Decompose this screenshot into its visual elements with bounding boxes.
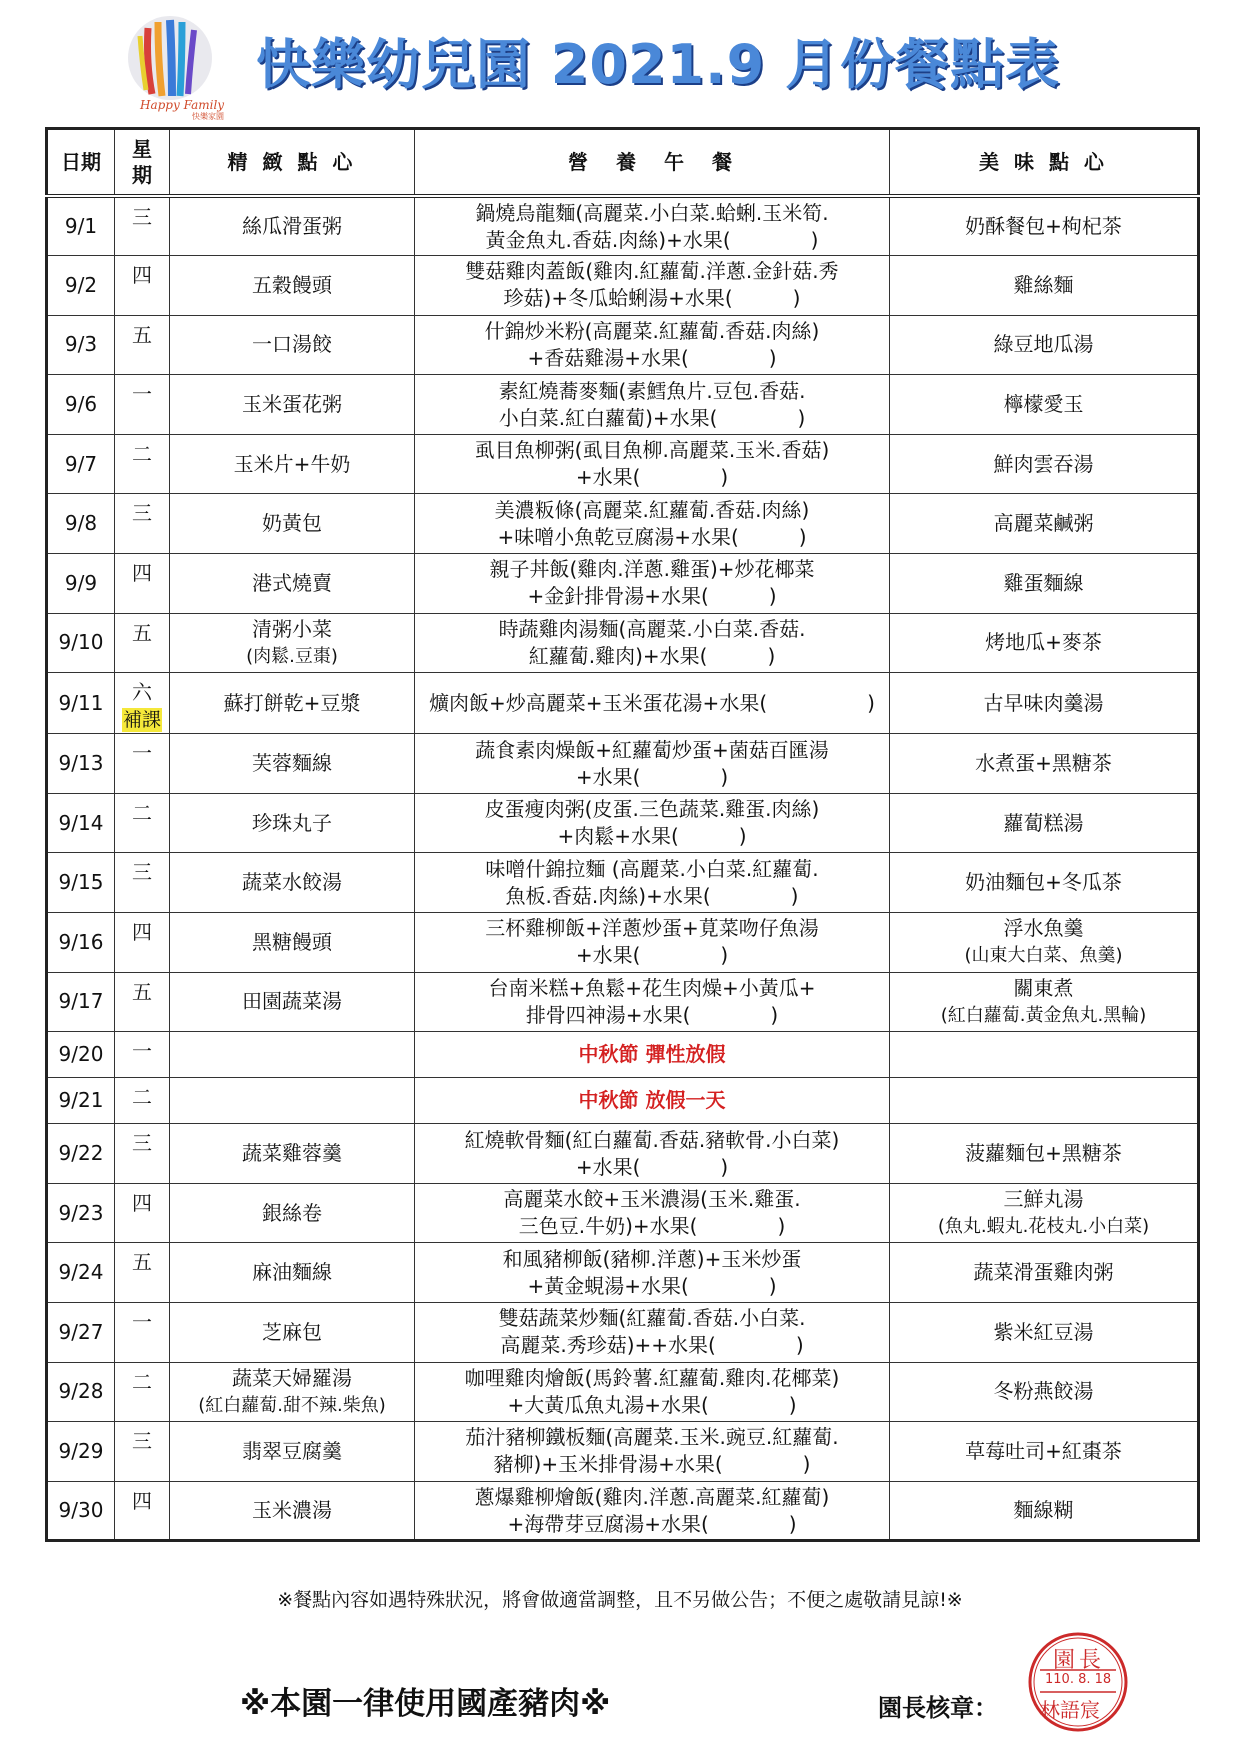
lunch-line-1: 皮蛋瘦肉粥(皮蛋.三色蔬菜.雞蛋.肉絲)	[484, 797, 820, 822]
weekday-cell	[115, 734, 170, 794]
date-cell: 9/2	[47, 256, 115, 316]
weekday-label: 二	[132, 1085, 152, 1110]
stamp-name: 林語宸	[1040, 1698, 1100, 1722]
lunch-line-1: 紅燒軟骨麵(紅白蘿蔔.香菇.豬軟骨.小白菜)	[464, 1127, 840, 1152]
lunch-line-1: 鍋燒烏龍麵(高麗菜.小白菜.蛤蜊.玉米筍.	[475, 200, 829, 225]
morning-snack-text: 五穀饅頭	[252, 272, 332, 297]
afternoon-snack-cell	[890, 1078, 1199, 1124]
afternoon-snack-detail: (山東大白菜、魚羹)	[964, 945, 1123, 967]
weekday-label: 四	[132, 263, 152, 288]
afternoon-snack-cell	[890, 1303, 1199, 1363]
morning-snack-cell	[170, 375, 415, 435]
weekday-label: 三	[132, 860, 152, 885]
afternoon-snack-text: 三鮮丸湯	[1003, 1187, 1084, 1212]
table-header-row	[47, 129, 1199, 197]
morning-snack-text: 絲瓜滑蛋粥	[242, 214, 342, 239]
date-cell: 9/3	[47, 315, 115, 375]
lunch-cell	[415, 494, 890, 554]
date-cell: 9/27	[47, 1303, 115, 1363]
lunch-cell	[415, 256, 890, 316]
afternoon-snack-cell	[890, 1124, 1199, 1184]
weekday-label: 二	[132, 800, 152, 825]
weekday-cell	[115, 554, 170, 614]
afternoon-snack-cell	[890, 1362, 1199, 1422]
afternoon-snack-text: 冬粉燕餃湯	[993, 1379, 1094, 1404]
afternoon-snack-text: 蘿蔔糕湯	[1003, 810, 1084, 835]
date-cell: 9/1	[47, 196, 115, 256]
lunch-cell	[415, 315, 890, 375]
table-row	[47, 1032, 1199, 1078]
morning-snack-text: 蔬菜雞蓉羹	[242, 1141, 342, 1166]
weekday-label: 六	[132, 680, 152, 705]
table-row	[47, 793, 1199, 853]
lunch-line-2: +水果( )	[575, 943, 729, 968]
lunch-line-2: 珍菇)+冬瓜蛤蜊湯+水果( )	[503, 286, 801, 311]
lunch-cell	[415, 613, 890, 673]
morning-snack-text: 奶黃包	[262, 511, 322, 536]
afternoon-snack-text: 烤地瓜+麥茶	[985, 630, 1102, 655]
morning-snack-cell	[170, 1422, 415, 1482]
date-cell: 9/10	[47, 613, 115, 673]
table-row	[47, 1303, 1199, 1363]
lunch-line-2: 豬柳)+玉米排骨湯+水果( )	[493, 1452, 811, 1477]
morning-snack-cell	[170, 972, 415, 1032]
weekday-label: 一	[132, 1039, 152, 1064]
date-cell: 9/29	[47, 1422, 115, 1482]
afternoon-snack-text: 鮮肉雲吞湯	[993, 451, 1094, 476]
lunch-line-1: 茄汁豬柳鐵板麵(高麗菜.玉米.豌豆.紅蘿蔔.	[465, 1425, 839, 1450]
afternoon-snack-cell	[890, 256, 1199, 316]
header-date: 日期	[47, 129, 115, 197]
morning-snack-text: 蔬菜水餃湯	[242, 870, 342, 895]
footer-note: ※餐點內容如遇特殊狀況，將會做適當調整，且不另做公告；不便之處敬請見諒!※	[277, 1589, 963, 1611]
date-cell: 9/15	[47, 853, 115, 913]
afternoon-snack-text: 浮水魚羹	[1003, 916, 1084, 941]
header-afternoon-snack: 美 味 點 心	[890, 129, 1199, 197]
lunch-cell	[415, 793, 890, 853]
lunch-line-2: +香菇雞湯+水果( )	[527, 345, 777, 370]
logo-graphic-icon	[118, 14, 228, 102]
table-row	[47, 315, 1199, 375]
header-lunch: 營 養 午 餐	[415, 129, 890, 197]
logo-subtext: 快樂家園	[192, 112, 224, 121]
date-cell: 9/8	[47, 494, 115, 554]
lunch-cell	[415, 1183, 890, 1243]
lunch-line-1: 雙菇蔬菜炒麵(紅蘿蔔.香菇.小白菜.	[498, 1306, 806, 1331]
morning-snack-text: 港式燒賣	[252, 570, 332, 595]
weekday-cell	[115, 1183, 170, 1243]
lunch-line-1: 三杯雞柳飯+洋蔥炒蛋+莧菜吻仔魚湯	[485, 916, 819, 941]
table-body	[47, 196, 1199, 1541]
weekday-label: 五	[132, 1250, 152, 1275]
table-row	[47, 554, 1199, 614]
lunch-line-2: 魚板.香菇.肉絲)+水果( )	[505, 883, 799, 908]
morning-snack-cell	[170, 256, 415, 316]
lunch-cell	[415, 554, 890, 614]
date-cell: 9/20	[47, 1032, 115, 1078]
afternoon-snack-text: 關東煮	[1013, 975, 1074, 1000]
lunch-line-1: 和風豬柳飯(豬柳.洋蔥)+玉米炒蛋	[502, 1246, 802, 1271]
lunch-line-1: 咖哩雞肉燴飯(馬鈴薯.紅蘿蔔.雞肉.花椰菜)	[464, 1365, 840, 1390]
lunch-cell	[415, 375, 890, 435]
lunch-line-1: 雙菇雞肉蓋飯(雞肉.紅蘿蔔.洋蔥.金針菇.秀	[465, 259, 839, 284]
weekday-label: 二	[132, 441, 152, 466]
morning-snack-text: 田園蔬菜湯	[242, 989, 342, 1014]
afternoon-snack-cell	[890, 853, 1199, 913]
lunch-line-1: 味噌什錦拉麵 (高麗菜.小白菜.紅蘿蔔.	[485, 856, 819, 881]
lunch-line-1: 美濃粄條(高麗菜.紅蘿蔔.香菇.肉絲)	[494, 497, 810, 522]
afternoon-snack-detail: (魚丸.蝦丸.花枝丸.小白菜)	[937, 1216, 1150, 1238]
lunch-line-1: 時蔬雞肉湯麵(高麗菜.小白菜.香菇.	[498, 616, 806, 641]
afternoon-snack-detail: (紅白蘿蔔.黃金魚丸.黑輪)	[940, 1004, 1147, 1026]
weekday-cell	[115, 1124, 170, 1184]
weekday-label: 二	[132, 1369, 152, 1394]
weekday-cell	[115, 972, 170, 1032]
weekday-label: 三	[132, 501, 152, 526]
lunch-line-2: 三色豆.牛奶)+水果( )	[518, 1214, 786, 1239]
morning-snack-cell	[170, 196, 415, 256]
lunch-line-1: 親子丼飯(雞肉.洋蔥.雞蛋)+炒花椰菜	[489, 557, 815, 582]
weekday-label: 四	[132, 561, 152, 586]
lunch-cell	[415, 734, 890, 794]
date-cell: 9/7	[47, 434, 115, 494]
afternoon-snack-cell	[890, 734, 1199, 794]
weekday-label: 一	[132, 382, 152, 407]
table-row	[47, 972, 1199, 1032]
morning-snack-cell	[170, 1303, 415, 1363]
lunch-line-1: 爌肉飯+炒高麗菜+玉米蛋花湯+水果( )	[429, 690, 875, 715]
lunch-line-2: 排骨四神湯+水果( )	[525, 1002, 779, 1027]
table-row	[47, 1481, 1199, 1541]
header-morning-snack: 精 緻 點 心	[170, 129, 415, 197]
table-row	[47, 913, 1199, 973]
lunch-cell	[415, 434, 890, 494]
table-row	[47, 1243, 1199, 1303]
date-cell: 9/6	[47, 375, 115, 435]
lunch-line-1: 蔥爆雞柳燴飯(雞肉.洋蔥.高麗菜.紅蘿蔔)	[474, 1484, 830, 1509]
table-row	[47, 1362, 1199, 1422]
afternoon-snack-text: 雞蛋麵線	[1003, 570, 1084, 595]
lunch-line-1: 素紅燒蕎麥麵(素鱈魚片.豆包.香菇.	[498, 378, 806, 403]
weekday-cell	[115, 853, 170, 913]
lunch-line-2: 紅蘿蔔.雞肉)+水果( )	[528, 643, 776, 668]
morning-snack-cell	[170, 434, 415, 494]
morning-snack-cell	[170, 494, 415, 554]
table-row	[47, 196, 1199, 256]
morning-snack-cell	[170, 734, 415, 794]
table-row	[47, 494, 1199, 554]
afternoon-snack-cell	[890, 1422, 1199, 1482]
lunch-line-2: 黃金魚丸.香菇.肉絲)+水果( )	[485, 227, 819, 252]
table-row	[47, 853, 1199, 913]
date-cell: 9/17	[47, 972, 115, 1032]
stamp-title: 園長	[1053, 1648, 1106, 1673]
lunch-cell	[415, 972, 890, 1032]
holiday-cell: 中秋節 放假一天	[415, 1078, 890, 1124]
weekday-cell	[115, 673, 170, 734]
morning-snack-text: 麻油麵線	[252, 1260, 332, 1285]
morning-snack-text: 蔬菜天婦羅湯	[232, 1365, 352, 1390]
weekday-cell	[115, 913, 170, 973]
date-cell: 9/11	[47, 673, 115, 734]
afternoon-snack-text: 奶酥餐包+枸杞茶	[965, 214, 1122, 239]
weekday-cell	[115, 793, 170, 853]
morning-snack-cell	[170, 853, 415, 913]
weekday-cell	[115, 1032, 170, 1078]
weekday-cell	[115, 375, 170, 435]
afternoon-snack-cell	[890, 673, 1199, 734]
afternoon-snack-text: 奶油麵包+冬瓜茶	[965, 870, 1122, 895]
weekday-label: 一	[132, 1310, 152, 1334]
logo-text: Happy Family	[140, 98, 225, 112]
date-cell: 9/9	[47, 554, 115, 614]
weekday-label: 五	[132, 620, 152, 645]
afternoon-snack-text: 蔬菜滑蛋雞肉粥	[973, 1260, 1114, 1285]
afternoon-snack-cell	[890, 613, 1199, 673]
lunch-line-2: +黃金蜆湯+水果( )	[527, 1273, 777, 1298]
meal-table	[45, 127, 1200, 1542]
lunch-line-2: +金針排骨湯+水果( )	[527, 584, 777, 609]
header-weekday-label: 星期	[132, 137, 152, 187]
weekday-cell	[115, 1078, 170, 1124]
lunch-line-1: 蔬食素肉燥飯+紅蘿蔔炒蛋+菌菇百匯湯	[475, 737, 829, 762]
lunch-cell	[415, 196, 890, 256]
morning-snack-text: 珍珠丸子	[252, 810, 332, 835]
lunch-cell	[415, 1303, 890, 1363]
lunch-line-2: +味噌小魚乾豆腐湯+水果( )	[497, 524, 807, 549]
date-cell: 9/23	[47, 1183, 115, 1243]
makeup-class-badge: 補課	[122, 709, 161, 732]
afternoon-snack-cell	[890, 793, 1199, 853]
date-cell: 9/14	[47, 793, 115, 853]
weekday-label: 四	[132, 920, 152, 945]
weekday-label: 四	[132, 1190, 152, 1215]
afternoon-snack-cell	[890, 1183, 1199, 1243]
morning-snack-cell	[170, 673, 415, 734]
morning-snack-text: 翡翠豆腐羹	[242, 1438, 342, 1463]
table-row	[47, 434, 1199, 494]
afternoon-snack-cell	[890, 1243, 1199, 1303]
afternoon-snack-text: 紫米紅豆湯	[993, 1319, 1094, 1344]
table-row	[47, 613, 1199, 673]
afternoon-snack-cell	[890, 972, 1199, 1032]
morning-snack-cell	[170, 1183, 415, 1243]
lunch-cell	[415, 913, 890, 973]
date-cell: 9/16	[47, 913, 115, 973]
afternoon-snack-cell	[890, 1481, 1199, 1541]
weekday-label: 五	[132, 322, 152, 347]
weekday-cell	[115, 1481, 170, 1541]
table-row	[47, 256, 1199, 316]
pork-notice: ※本園一律使用國產豬肉※	[240, 1686, 611, 1722]
date-cell: 9/30	[47, 1481, 115, 1541]
morning-snack-cell	[170, 913, 415, 973]
lunch-cell	[415, 1124, 890, 1184]
table-row	[47, 375, 1199, 435]
morning-snack-detail: (紅白蘿蔔.甜不辣.柴魚)	[198, 1394, 386, 1416]
morning-snack-text: 黑糖饅頭	[252, 929, 332, 954]
afternoon-snack-cell	[890, 315, 1199, 375]
lunch-cell	[415, 1481, 890, 1541]
lunch-line-1: 高麗菜水餃+玉米濃湯(玉米.雞蛋.	[503, 1187, 801, 1212]
afternoon-snack-cell	[890, 196, 1199, 256]
date-cell: 9/13	[47, 734, 115, 794]
weekday-label: 一	[132, 741, 152, 766]
morning-snack-text: 銀絲卷	[262, 1200, 322, 1225]
afternoon-snack-cell	[890, 375, 1199, 435]
page-title: 快樂幼兒園 2021.9 月份餐點表	[256, 33, 1060, 96]
date-cell: 9/21	[47, 1078, 115, 1124]
afternoon-snack-cell	[890, 494, 1199, 554]
header-weekday	[115, 129, 170, 197]
weekday-cell	[115, 1243, 170, 1303]
table-row	[47, 1422, 1199, 1482]
afternoon-snack-text: 菠蘿麵包+黑糖茶	[965, 1141, 1122, 1166]
weekday-cell	[115, 1362, 170, 1422]
weekday-cell	[115, 494, 170, 554]
lunch-cell	[415, 1243, 890, 1303]
morning-snack-text: 芙蓉麵線	[252, 751, 332, 776]
weekday-cell	[115, 256, 170, 316]
morning-snack-cell	[170, 1124, 415, 1184]
lunch-cell	[415, 1362, 890, 1422]
afternoon-snack-text: 高麗菜鹹粥	[993, 511, 1094, 536]
afternoon-snack-cell	[890, 554, 1199, 614]
lunch-line-2: +水果( )	[575, 465, 729, 490]
morning-snack-text: 玉米蛋花粥	[242, 392, 342, 417]
lunch-line-2: +肉鬆+水果( )	[557, 824, 747, 849]
stamp-date: 110. 8. 18	[1045, 1672, 1112, 1687]
afternoon-snack-cell	[890, 1032, 1199, 1078]
date-cell: 9/28	[47, 1362, 115, 1422]
weekday-cell	[115, 613, 170, 673]
weekday-label: 三	[132, 1131, 152, 1156]
lunch-line-2: 高麗菜.秀珍菇)++水果( )	[500, 1333, 804, 1358]
table-row	[47, 1124, 1199, 1184]
lunch-line-2: 小白菜.紅白蘿蔔)+水果( )	[498, 405, 806, 430]
afternoon-snack-text: 綠豆地瓜湯	[993, 332, 1094, 357]
weekday-cell	[115, 1422, 170, 1482]
weekday-cell	[115, 315, 170, 375]
morning-snack-cell	[170, 1481, 415, 1541]
morning-snack-cell	[170, 1243, 415, 1303]
afternoon-snack-cell	[890, 434, 1199, 494]
lunch-cell	[415, 853, 890, 913]
table-row	[47, 1183, 1199, 1243]
lunch-line-1: 虱目魚柳粥(虱目魚柳.高麗菜.玉米.香菇)	[474, 438, 830, 463]
table-row	[47, 734, 1199, 794]
afternoon-snack-text: 水煮蛋+黑糖茶	[975, 751, 1112, 776]
table-row	[47, 1078, 1199, 1124]
weekday-cell	[115, 196, 170, 256]
lunch-line-2: +水果( )	[575, 1154, 729, 1179]
sign-label: 園長核章：	[878, 1694, 998, 1722]
weekday-label: 三	[132, 1429, 152, 1454]
morning-snack-cell	[170, 554, 415, 614]
weekday-cell	[115, 434, 170, 494]
table-row	[47, 673, 1199, 734]
morning-snack-cell	[170, 793, 415, 853]
lunch-line-1: 什錦炒米粉(高麗菜.紅蘿蔔.香菇.肉絲)	[484, 318, 820, 343]
weekday-cell	[115, 1303, 170, 1363]
morning-snack-cell	[170, 1362, 415, 1422]
holiday-cell: 中秋節 彈性放假	[415, 1032, 890, 1078]
afternoon-snack-text: 草莓吐司+紅棗茶	[965, 1438, 1122, 1463]
morning-snack-detail: (肉鬆.豆棗)	[246, 645, 338, 667]
lunch-line-2: +水果( )	[575, 764, 729, 789]
logo	[118, 14, 258, 121]
morning-snack-text: 一口湯餃	[252, 332, 332, 357]
morning-snack-cell	[170, 613, 415, 673]
afternoon-snack-cell	[890, 913, 1199, 973]
date-cell: 9/24	[47, 1243, 115, 1303]
morning-snack-text: 玉米濃湯	[252, 1498, 332, 1523]
morning-snack-text: 清粥小菜	[252, 616, 332, 641]
lunch-cell	[415, 1422, 890, 1482]
morning-snack-text: 蘇打餅乾+豆漿	[223, 690, 361, 715]
afternoon-snack-text: 古早味肉羹湯	[983, 690, 1104, 715]
afternoon-snack-text: 麵線糊	[1013, 1498, 1074, 1523]
morning-snack-text: 芝麻包	[262, 1319, 322, 1344]
afternoon-snack-text: 檸檬愛玉	[1003, 392, 1084, 417]
morning-snack-cell	[170, 1078, 415, 1124]
page-header	[0, 0, 1240, 120]
lunch-line-2: +海帶芽豆腐湯+水果( )	[507, 1511, 797, 1536]
afternoon-snack-text: 雞絲麵	[1013, 272, 1074, 297]
weekday-label: 四	[132, 1488, 152, 1513]
morning-snack-cell	[170, 315, 415, 375]
date-cell: 9/22	[47, 1124, 115, 1184]
weekday-label: 五	[132, 979, 152, 1004]
lunch-cell	[415, 673, 890, 734]
morning-snack-text: 玉米片+牛奶	[233, 451, 351, 476]
lunch-line-2: +大黃瓜魚丸湯+水果( )	[507, 1392, 797, 1417]
lunch-line-1: 台南米糕+魚鬆+花生肉燥+小黃瓜+	[488, 975, 816, 1000]
morning-snack-cell	[170, 1032, 415, 1078]
weekday-label: 三	[132, 205, 152, 229]
